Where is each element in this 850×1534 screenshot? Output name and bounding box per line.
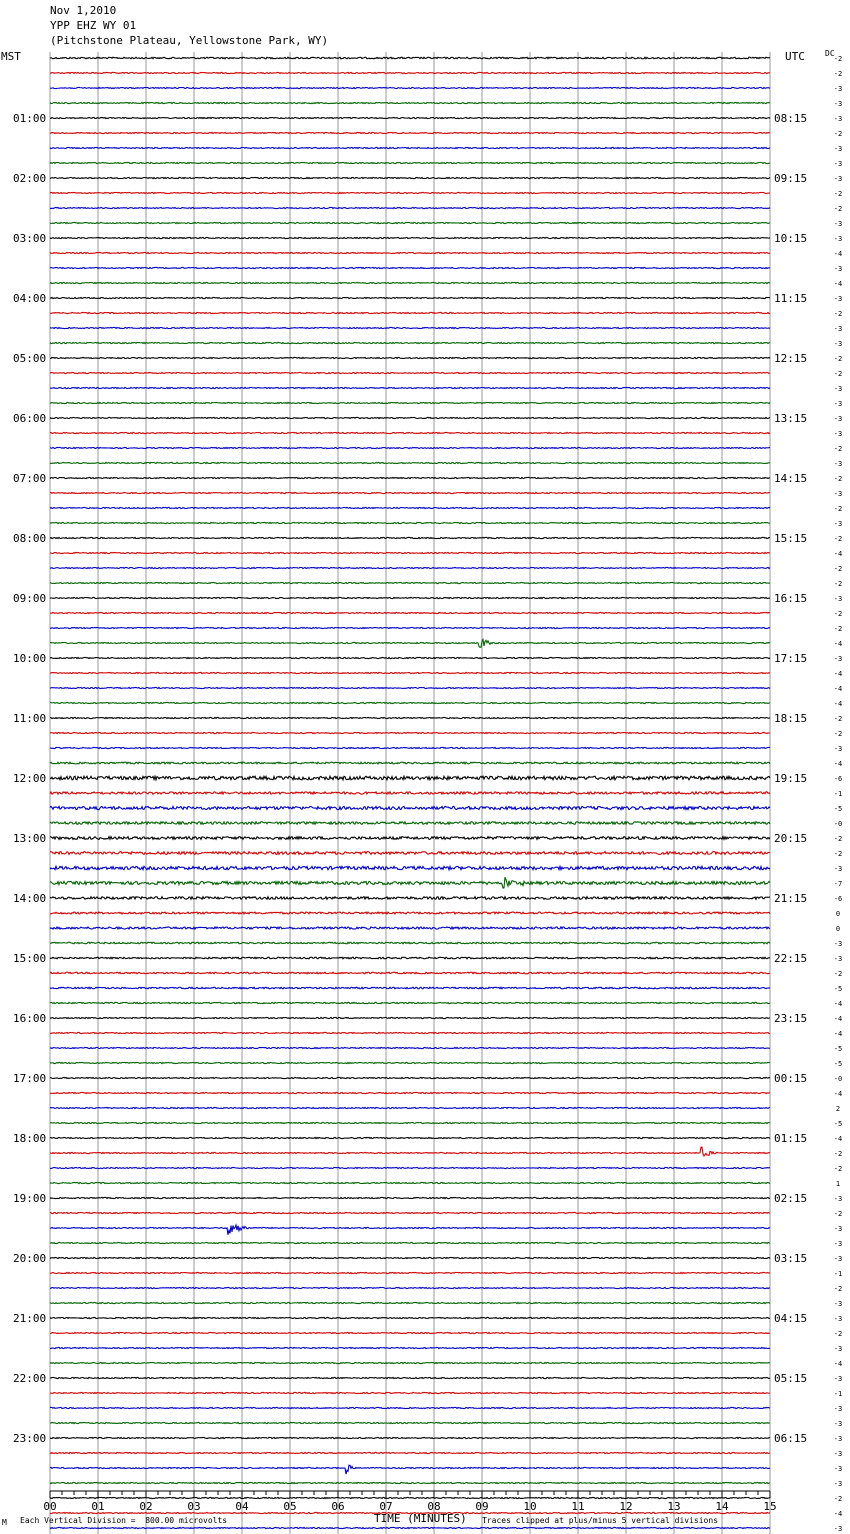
- trace-row: [50, 567, 770, 568]
- dc-offset-label: -3: [833, 115, 843, 123]
- mst-hour-label: 20:00: [13, 1252, 47, 1265]
- trace-row: [50, 492, 770, 493]
- dc-offset-label: -7: [833, 880, 843, 888]
- dc-offset-label: -3: [833, 865, 843, 873]
- trace-row: [50, 282, 770, 283]
- dc-offset-label: -2: [833, 475, 843, 483]
- trace-row: [50, 1062, 770, 1063]
- trace-row: [50, 177, 770, 178]
- dc-offset-label: 2: [835, 1105, 841, 1113]
- dc-offset-label: -2: [833, 310, 843, 318]
- utc-hour-label: 01:15: [774, 1132, 808, 1145]
- trace-row: [50, 627, 770, 628]
- utc-hour-label: 10:15: [774, 232, 808, 245]
- trace-row: [50, 852, 770, 855]
- mst-hour-label: 10:00: [13, 652, 47, 665]
- trace-row: [50, 522, 770, 523]
- dc-offset-label: -5: [833, 1045, 843, 1053]
- x-tick-label: 11: [571, 1500, 585, 1513]
- trace-row: [50, 1197, 770, 1198]
- trace-row: [50, 1137, 770, 1138]
- dc-offset-label: -2: [833, 355, 843, 363]
- mst-hour-label: 07:00: [13, 472, 47, 485]
- trace-row: [50, 732, 770, 733]
- trace-row: [50, 1332, 770, 1333]
- trace-row: [50, 132, 770, 133]
- trace-row: [50, 432, 770, 433]
- utc-hour-label: 22:15: [774, 952, 808, 965]
- utc-hour-label: 16:15: [774, 592, 808, 605]
- trace-row: [50, 762, 770, 764]
- trace-row: [50, 342, 770, 343]
- mst-hour-label: 04:00: [13, 292, 47, 305]
- trace-row: [50, 402, 770, 403]
- x-tick-label: 02: [139, 1500, 153, 1513]
- dc-offset-label: -2: [833, 190, 843, 198]
- dc-offset-label: -1: [833, 790, 843, 798]
- x-tick-label: 12: [619, 1500, 633, 1513]
- trace-row: [50, 1147, 770, 1156]
- trace-row: [50, 297, 770, 298]
- plot-date: Nov 1,2010: [50, 4, 117, 17]
- dc-offset-label: -2: [833, 625, 843, 633]
- trace-row: [50, 192, 770, 193]
- utc-hour-label: 14:15: [774, 472, 808, 485]
- dc-offset-label: -4: [833, 670, 843, 678]
- utc-hour-label: 19:15: [774, 772, 808, 785]
- trace-row: [50, 747, 770, 748]
- dc-offset-label: -2: [833, 610, 843, 618]
- trace-row: [50, 267, 770, 268]
- mst-hour-label: 14:00: [13, 892, 47, 905]
- mst-hour-label: 01:00: [13, 112, 47, 125]
- trace-row: [50, 462, 770, 463]
- dc-offset-label: -4: [833, 1090, 843, 1098]
- utc-hour-label: 03:15: [774, 1252, 808, 1265]
- trace-row: [50, 1182, 770, 1183]
- trace-row: [50, 1362, 770, 1363]
- trace-row: [50, 702, 770, 703]
- trace-row: [50, 717, 770, 718]
- trace-row: [50, 897, 770, 900]
- dc-offset-label: -3: [833, 1300, 843, 1308]
- dc-offset-label: -3: [833, 265, 843, 273]
- trace-row: [50, 1242, 770, 1243]
- trace-row: [50, 477, 770, 478]
- x-tick-label: 06: [331, 1500, 345, 1513]
- dc-offset-label: -4: [833, 1000, 843, 1008]
- dc-offset-label: -2: [833, 505, 843, 513]
- x-tick-label: 01: [91, 1500, 105, 1513]
- trace-row: [50, 1497, 770, 1498]
- dc-offset-label: -3: [833, 415, 843, 423]
- dc-offset-label: -3: [833, 430, 843, 438]
- dc-offset-label: -3: [833, 1420, 843, 1428]
- dc-offset-label: -4: [833, 1510, 843, 1518]
- dc-offset-label: -4: [833, 550, 843, 558]
- trace-row: [50, 1422, 770, 1423]
- trace-row: [50, 792, 770, 794]
- trace-row: [50, 957, 770, 959]
- dc-offset-label: -2: [833, 580, 843, 588]
- dc-offset-label: -5: [833, 1120, 843, 1128]
- dc-offset-label: -4: [833, 250, 843, 258]
- trace-row: [50, 612, 770, 613]
- dc-offset-label: -4: [833, 760, 843, 768]
- utc-hour-label: 15:15: [774, 532, 808, 545]
- dc-offset-label: -3: [833, 490, 843, 498]
- dc-offset-label: -2: [833, 370, 843, 378]
- x-tick-label: 15: [763, 1500, 777, 1513]
- dc-offset-label: 1: [835, 1180, 841, 1188]
- trace-row: [50, 537, 770, 538]
- trace-row: [50, 822, 770, 825]
- utc-hour-label: 05:15: [774, 1372, 808, 1385]
- mst-hour-label: 22:00: [13, 1372, 47, 1385]
- trace-row: [50, 582, 770, 583]
- dc-offset-label: -4: [833, 1135, 843, 1143]
- mst-hour-label: 21:00: [13, 1312, 47, 1325]
- dc-offset-label: -1: [833, 1390, 843, 1398]
- dc-offset-label: -2: [833, 70, 843, 78]
- trace-row: [50, 1302, 770, 1303]
- dc-offset-label: -2: [833, 445, 843, 453]
- dc-offset-label: -2: [833, 535, 843, 543]
- dc-offset-label: -4: [833, 685, 843, 693]
- dc-offset-label: -2: [833, 205, 843, 213]
- dc-offset-label: -2: [833, 55, 843, 63]
- mst-hour-label: 06:00: [13, 412, 47, 425]
- trace-row: [50, 1377, 770, 1378]
- dc-offset-label: -3: [833, 145, 843, 153]
- scale-note: Each Vertical Division = 800.00 microvolts: [20, 1516, 228, 1525]
- dc-offset-label: -2: [833, 1285, 843, 1293]
- station-location: (Pitchstone Plateau, Yellowstone Park, WY): [50, 34, 329, 47]
- dc-offset-label: -3: [833, 175, 843, 183]
- trace-row: [50, 1407, 770, 1408]
- corner-mark: M: [2, 1518, 7, 1527]
- trace-row: [50, 1437, 770, 1438]
- utc-hour-label: 02:15: [774, 1192, 808, 1205]
- trace-row: [50, 417, 770, 418]
- trace-row: [50, 1077, 770, 1078]
- trace-row: [50, 357, 770, 358]
- dc-offset-label: -3: [833, 235, 843, 243]
- dc-offset-label: -3: [833, 160, 843, 168]
- x-tick-label: 14: [715, 1500, 729, 1513]
- clip-note: Traces clipped at plus/minus 5 vertical divisions: [482, 1516, 719, 1525]
- dc-offset-label: -2: [833, 835, 843, 843]
- trace-row: [50, 1212, 770, 1213]
- dc-offset-label: -2: [833, 1210, 843, 1218]
- x-tick-label: 00: [43, 1500, 57, 1513]
- trace-row: [50, 207, 770, 208]
- dc-offset-label: -3: [833, 595, 843, 603]
- dc-offset-label: -2: [833, 970, 843, 978]
- trace-row: [50, 866, 770, 869]
- dc-offset-label: -3: [833, 295, 843, 303]
- trace-row: [50, 387, 770, 388]
- utc-hour-label: 12:15: [774, 352, 808, 365]
- utc-hour-label: 08:15: [774, 112, 808, 125]
- dc-offset-label: -2: [833, 565, 843, 573]
- utc-hour-label: 11:15: [774, 292, 808, 305]
- dc-offset-label: -3: [833, 85, 843, 93]
- dc-offset-label: -3: [833, 100, 843, 108]
- trace-row: [50, 312, 770, 313]
- dc-offset-label: -3: [833, 1345, 843, 1353]
- x-tick-label: 10: [523, 1500, 537, 1513]
- mst-hour-label: 05:00: [13, 352, 47, 365]
- dc-offset-label: -3: [833, 520, 843, 528]
- trace-row: [50, 117, 770, 118]
- dc-offset-label: -3: [833, 745, 843, 753]
- dc-offset-label: -3: [833, 1255, 843, 1263]
- dc-offset-label: -3: [833, 340, 843, 348]
- trace-row: [50, 1122, 770, 1123]
- dc-offset-label: -3: [833, 1195, 843, 1203]
- utc-hour-label: 23:15: [774, 1012, 808, 1025]
- mst-hour-label: 18:00: [13, 1132, 47, 1145]
- x-tick-label: 07: [379, 1500, 393, 1513]
- dc-offset-label: -2: [833, 850, 843, 858]
- dc-offset-label: -2: [833, 130, 843, 138]
- dc-offset-label: -2: [833, 1150, 843, 1158]
- dc-offset-label: -5: [833, 1060, 843, 1068]
- dc-offset-label: -3: [833, 1225, 843, 1233]
- dc-offset-label: -4: [833, 280, 843, 288]
- dc-offset-label: -3: [833, 1240, 843, 1248]
- dc-offset-header: DC: [825, 49, 835, 58]
- trace-row: [50, 1272, 770, 1273]
- trace-row: [50, 1167, 770, 1168]
- dc-offset-label: -5: [833, 805, 843, 813]
- dc-offset-label: 0: [835, 925, 841, 933]
- x-tick-label: 03: [187, 1500, 201, 1513]
- station-code: YPP EHZ WY 01: [50, 19, 137, 32]
- dc-offset-label: -6: [833, 895, 843, 903]
- dc-offset-label: -3: [833, 460, 843, 468]
- trace-row: [50, 237, 770, 238]
- trace-row: [50, 597, 770, 598]
- trace-row: [50, 327, 770, 328]
- trace-row: [50, 1452, 770, 1453]
- mst-hour-label: 03:00: [13, 232, 47, 245]
- trace-row: [50, 1317, 770, 1318]
- utc-hour-label: 20:15: [774, 832, 808, 845]
- dc-offset-label: -5: [833, 985, 843, 993]
- trace-row: [50, 447, 770, 448]
- trace-row: [50, 1257, 770, 1258]
- trace-row: [50, 1347, 770, 1348]
- dc-offset-label: -4: [833, 1030, 843, 1038]
- trace-row: [50, 147, 770, 148]
- right-timezone-label: UTC: [785, 50, 805, 63]
- mst-hour-label: 11:00: [13, 712, 47, 725]
- dc-offset-label: -3: [833, 1480, 843, 1488]
- dc-offset-label: -3: [833, 1435, 843, 1443]
- dc-offset-label: -0: [833, 820, 843, 828]
- x-tick-label: 08: [427, 1500, 441, 1513]
- trace-row: [50, 57, 770, 59]
- trace-row: [50, 927, 770, 929]
- trace-row: [50, 1107, 770, 1108]
- utc-hour-label: 21:15: [774, 892, 808, 905]
- dc-offset-label: -3: [833, 325, 843, 333]
- trace-row: [50, 1527, 770, 1528]
- trace-row: [50, 1392, 770, 1393]
- dc-offset-label: -3: [833, 1375, 843, 1383]
- trace-row: [50, 222, 770, 223]
- mst-hour-label: 19:00: [13, 1192, 47, 1205]
- mst-hour-label: 12:00: [13, 772, 47, 785]
- dc-offset-label: -4: [833, 1015, 843, 1023]
- utc-hour-label: 04:15: [774, 1312, 808, 1325]
- left-timezone-label: MST: [1, 50, 21, 63]
- mst-hour-label: 02:00: [13, 172, 47, 185]
- mst-hour-label: 17:00: [13, 1072, 47, 1085]
- trace-row: [50, 1287, 770, 1288]
- trace-row: [50, 1482, 770, 1483]
- trace-row: [50, 972, 770, 974]
- trace-row: [50, 372, 770, 373]
- utc-hour-label: 09:15: [774, 172, 808, 185]
- x-tick-label: 13: [667, 1500, 681, 1513]
- trace-row: [50, 687, 770, 688]
- x-tick-label: 05: [283, 1500, 297, 1513]
- dc-offset-label: -1: [833, 1270, 843, 1278]
- trace-row: [50, 942, 770, 944]
- dc-offset-label: -6: [833, 775, 843, 783]
- dc-offset-label: -4: [833, 640, 843, 648]
- mst-hour-label: 09:00: [13, 592, 47, 605]
- dc-offset-label: -3: [833, 400, 843, 408]
- utc-hour-label: 06:15: [774, 1432, 808, 1445]
- dc-offset-label: -2: [833, 715, 843, 723]
- dc-offset-label: -2: [833, 1330, 843, 1338]
- x-tick-label: 04: [235, 1500, 249, 1513]
- trace-row: [50, 102, 770, 103]
- x-tick-label: 09: [475, 1500, 489, 1513]
- trace-row: [50, 162, 770, 163]
- dc-offset-label: -3: [833, 1315, 843, 1323]
- dc-offset-label: -3: [833, 1405, 843, 1413]
- trace-row: [50, 776, 770, 780]
- trace-row: [50, 552, 770, 553]
- dc-offset-label: 0: [835, 910, 841, 918]
- trace-row: [50, 1092, 770, 1093]
- dc-offset-label: -3: [833, 220, 843, 228]
- dc-offset-label: -3: [833, 1450, 843, 1458]
- trace-row: [50, 806, 770, 809]
- dc-offset-label: -0: [833, 1075, 843, 1083]
- trace-row: [50, 1002, 770, 1003]
- utc-hour-label: 13:15: [774, 412, 808, 425]
- trace-row: [50, 87, 770, 88]
- trace-row: [50, 252, 770, 253]
- trace-row: [50, 1032, 770, 1033]
- dc-offset-label: -3: [833, 1465, 843, 1473]
- dc-offset-label: -3: [833, 385, 843, 393]
- utc-hour-label: 00:15: [774, 1072, 808, 1085]
- trace-row: [50, 672, 770, 673]
- trace-row: [50, 657, 770, 658]
- dc-offset-label: -2: [833, 730, 843, 738]
- mst-hour-label: 15:00: [13, 952, 47, 965]
- mst-hour-label: 13:00: [13, 832, 47, 845]
- mst-hour-label: 08:00: [13, 532, 47, 545]
- trace-row: [50, 987, 770, 989]
- mst-hour-label: 23:00: [13, 1432, 47, 1445]
- trace-row: [50, 1225, 770, 1235]
- dc-offset-label: -4: [833, 1360, 843, 1368]
- trace-row: [50, 877, 770, 888]
- trace-row: [50, 72, 770, 73]
- trace-row: [50, 639, 770, 647]
- mst-hour-label: 16:00: [13, 1012, 47, 1025]
- trace-row: [50, 1047, 770, 1048]
- dc-offset-label: -2: [833, 1165, 843, 1173]
- trace-row: [50, 837, 770, 840]
- dc-offset-label: -3: [833, 1525, 843, 1533]
- trace-row: [50, 1465, 770, 1474]
- x-axis-title: TIME (MINUTES): [374, 1512, 467, 1525]
- utc-hour-label: 18:15: [774, 712, 808, 725]
- dc-offset-label: -3: [833, 655, 843, 663]
- dc-offset-label: -4: [833, 700, 843, 708]
- dc-offset-label: -3: [833, 955, 843, 963]
- dc-offset-label: -2: [833, 1495, 843, 1503]
- dc-offset-label: -3: [833, 940, 843, 948]
- trace-row: [50, 507, 770, 508]
- trace-row: [50, 912, 770, 914]
- utc-hour-label: 17:15: [774, 652, 808, 665]
- trace-row: [50, 1017, 770, 1018]
